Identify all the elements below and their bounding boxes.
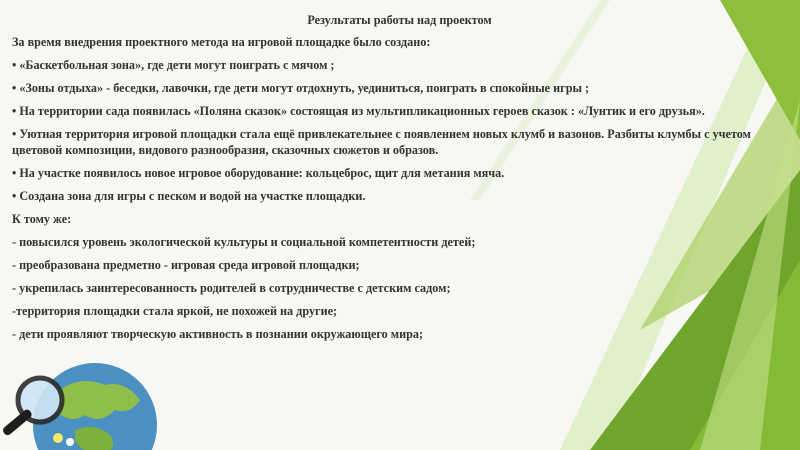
slide-content	[12, 12, 787, 349]
achievement-item: • Уютная территория игровой площадки стала ещё привлекательнее с появлением новых клумб и вазонов. Разбиты клумбы с учетом цветовой композиции, видового разнообразия, сказочных сюжетов и образов.	[12, 127, 751, 157]
achievement-item: • На участке появилось новое игровое оборудование: кольцеброс, щит для метания мяча.	[12, 166, 505, 180]
slide-title: Результаты работы над проектом	[307, 13, 492, 27]
flower-2	[66, 438, 74, 446]
result-item: - дети проявляют творческую активность в познании окружающего мира;	[12, 327, 424, 341]
results-heading: К тому же:	[12, 212, 72, 226]
result-item: - повысился уровень экологической культуры и социальной компетентности детей;	[12, 235, 476, 249]
achievement-item: • «Баскетбольная зона», где дети могут поиграть с мячом ;	[12, 58, 335, 72]
achievement-item: • «Зоны отдыха» - беседки, лавочки, где дети могут отдохнуть, уединиться, поиграть в спокойные игры ;	[12, 81, 590, 95]
intro-text: За время внедрения проектного метода на игровой площадке было создано:	[12, 35, 431, 49]
result-item: - укрепилась заинтересованность родителей в сотрудничестве с детским садом;	[12, 281, 451, 295]
achievement-item: • Создана зона для игры с песком и водой на участке площадки.	[12, 189, 366, 203]
result-item: - преобразована предметно - игровая среда игровой площадки;	[12, 258, 360, 272]
flower-1	[53, 433, 63, 443]
achievement-item: • На территории сада появилась «Поляна сказок» состоящая из мультипликационных героев сказок : «Лунтик и его друзья».	[12, 104, 705, 118]
magnifier-handle	[1, 408, 33, 437]
result-item: -территория площадки стала яркой, не похожей на другие;	[12, 304, 338, 318]
